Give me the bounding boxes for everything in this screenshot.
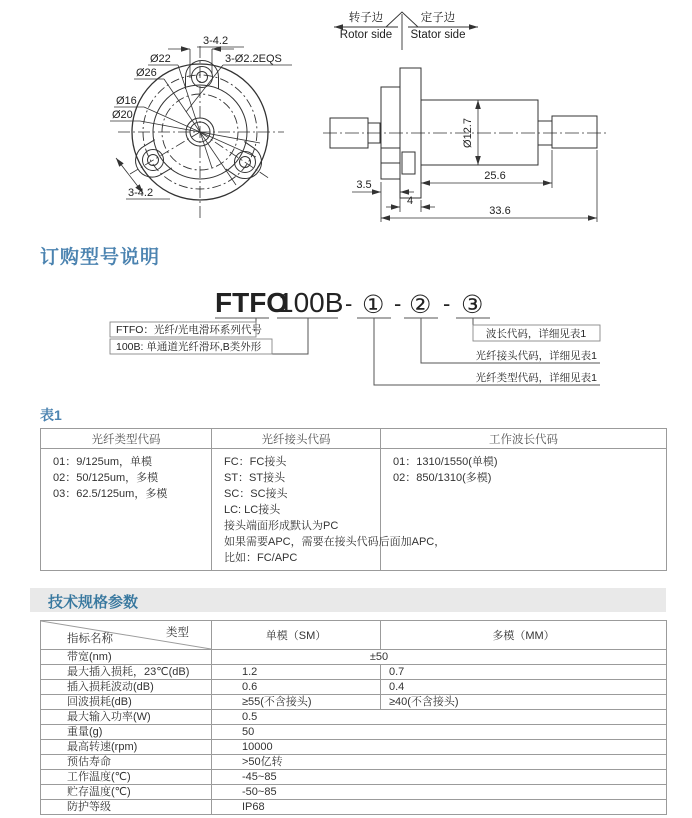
dim-t2-label: 4 <box>406 195 414 207</box>
spec-row-bandwidth: 带宽(nm) ±50 <box>41 650 667 665</box>
fiber-code-table <box>40 428 667 571</box>
svg-text:-: - <box>345 291 353 316</box>
dim-bottom-label: 3-4.2 <box>128 187 154 199</box>
table1-header-connector: 光纤接头代码 <box>212 429 381 449</box>
spec-row-max-speed: 最高转速(rpm) 10000 <box>41 740 667 755</box>
corner-label-type: 类型 <box>166 627 189 639</box>
dim-d20-label: Ø20 <box>112 109 133 121</box>
dim-d26-label: Ø26 <box>136 67 157 79</box>
dim-d16-label: Ø16 <box>116 95 137 107</box>
spec-section-bar <box>30 588 666 612</box>
model-body: 100B <box>278 287 344 318</box>
ordering-section-title: 订购型号说明 <box>40 247 161 268</box>
model-mark-1: ① <box>362 291 385 319</box>
connector-cell: FC：FC接头 ST：ST接头 SC：SC接头 LC: LC接头 接头端面形成默认为PC 如果需要APC，需要在接头代码后面加APC， 比如：FC/APC <box>212 449 381 571</box>
stator-side-en: Stator side <box>410 29 466 41</box>
spec-row-insertion-loss: 最大插入损耗，23℃(dB) 1.2 0.7 <box>41 665 667 680</box>
spec-row-storage-temp: 贮存温度(℃) -50~85 <box>41 785 667 800</box>
technical-drawings <box>0 0 692 238</box>
table1-body-row <box>41 449 667 571</box>
spec-header-mm: 多模（MM） <box>381 621 667 650</box>
spec-row-weight: 重量(g) 50 <box>41 725 667 740</box>
spec-row-protection: 防护等级 IP68 <box>41 800 667 815</box>
rotor-side-cn: 转子边 <box>348 12 384 24</box>
spec-row-operating-temp: 工作温度(℃) -45~85 <box>41 770 667 785</box>
dim-d22-label: Ø22 <box>150 53 171 65</box>
table1-header-wavelength: 工作波长代码 <box>381 429 667 449</box>
dim-eqs-label: 3-Ø2.2EQS <box>225 53 282 65</box>
spec-row-max-power: 最大输入功率(W) 0.5 <box>41 710 667 725</box>
dim-top-label: 3-4.2 <box>203 35 229 47</box>
model-prefix: FTFO <box>215 287 289 318</box>
dim-dia-label: Ø12.7 <box>462 118 474 148</box>
note-wavelength: 波长代码，详细见表1 <box>485 328 587 340</box>
note-connector: 光纤接头代码，详细见表1 <box>475 350 597 362</box>
table1-header-fiber-type: 光纤类型代码 <box>41 429 212 449</box>
ear-top <box>186 61 219 77</box>
rotor-side-en: Rotor side <box>339 29 393 41</box>
spec-header-row <box>41 621 667 650</box>
wavelength-cell: 01：1310/1550(单模) 02：850/1310(多模) <box>381 449 667 571</box>
spec-row-return-loss: 回波损耗(dB) ≥55(不含接头) ≥40(不含接头) <box>41 695 667 710</box>
note-prefix: FTFO：光纤/光电滑环系列代号 <box>116 324 262 336</box>
spec-section-title: 技术规格参数 <box>48 594 139 611</box>
stator-body <box>421 100 538 165</box>
stator-side-cn: 定子边 <box>420 12 456 24</box>
svg-text:-: - <box>394 291 402 316</box>
spec-row-loss-ripple: 插入损耗波动(dB) 0.6 0.4 <box>41 680 667 695</box>
note-fibertype: 光纤类型代码，详细见表1 <box>475 372 597 384</box>
table1-title: 表1 <box>40 407 62 423</box>
stator-shaft <box>552 116 597 148</box>
model-mark-3: ③ <box>461 291 484 319</box>
stator-arrow <box>469 24 478 30</box>
corner-label-index: 指标名称 <box>67 633 113 645</box>
dim-t1-label: 3.5 <box>356 179 372 191</box>
spec-table <box>40 620 667 815</box>
spec-row-lifetime: 预估寿命 >50亿转 <box>41 755 667 770</box>
table1-header-row <box>41 429 667 449</box>
spec-header-sm: 单模（SM） <box>212 621 381 650</box>
front-view <box>110 35 292 218</box>
dim-len-label: 25.6 <box>484 170 506 182</box>
side-view <box>323 10 606 222</box>
note-body: 100B: 单通道光纤滑环,B类外形 <box>116 341 262 353</box>
model-mark-2: ② <box>409 291 432 319</box>
fiber-type-cell: 01：9/125um，单模 02：50/125um，多模 03：62.5/125um，多模 <box>41 449 212 571</box>
model-code-diagram <box>0 282 692 400</box>
dim-total-label: 33.6 <box>489 205 511 217</box>
spec-corner-cell <box>41 621 212 650</box>
svg-text:-: - <box>443 291 451 316</box>
